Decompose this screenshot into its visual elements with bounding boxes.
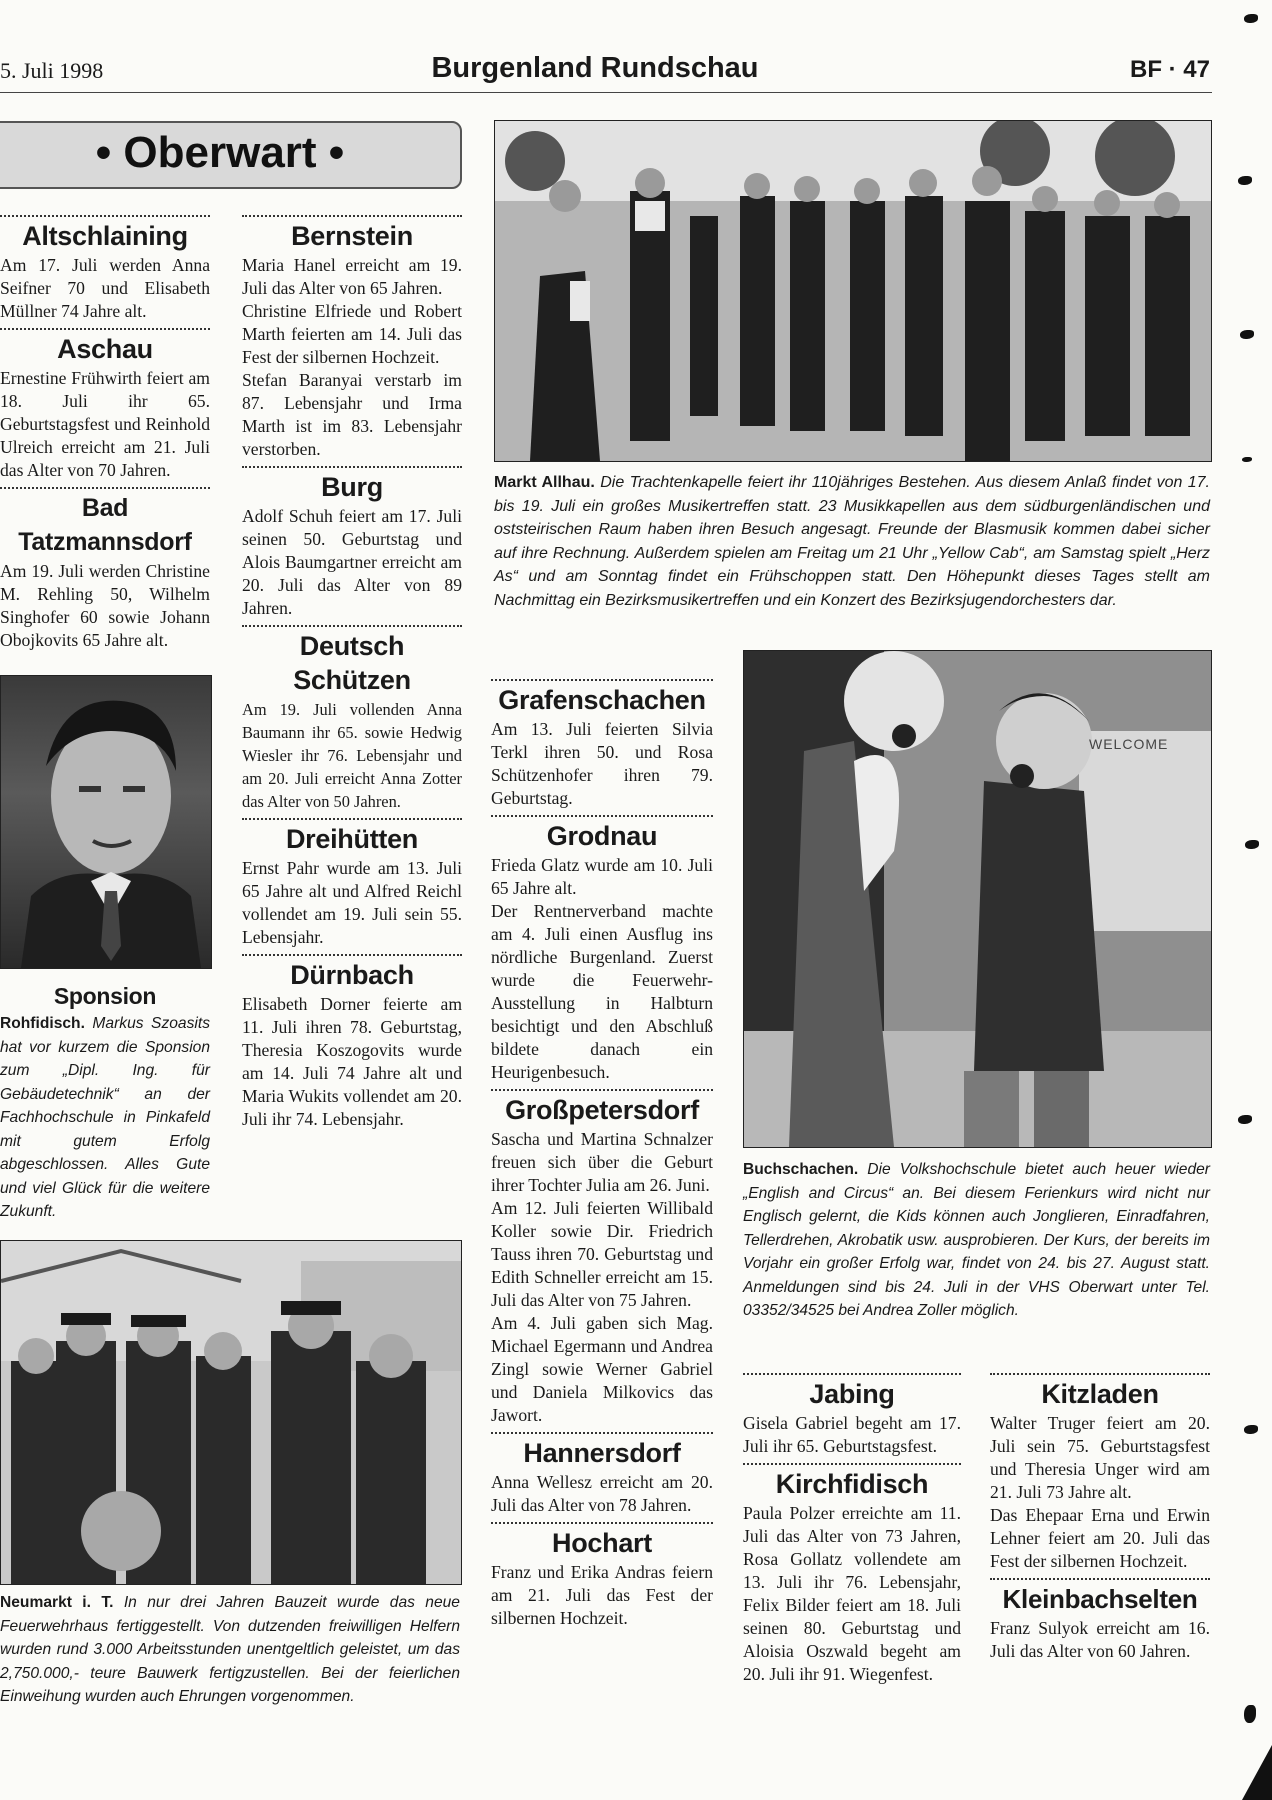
caption-sponsion	[0, 1012, 210, 1224]
newspaper-name: Burgenland Rundschau	[431, 52, 759, 84]
text-jabing: Gisela Gabriel begeht am 17. Juli ihr 65. Geburtstagsfest.	[743, 1413, 961, 1456]
binding-mark	[1238, 176, 1252, 185]
heading-grodnau: Grodnau	[546, 821, 658, 851]
text-bernstein-2: Christine Elfriede und Robert Marth feierten am 14. Juli das Fest der silbernen Hochzeit.	[242, 301, 462, 367]
band-photo	[494, 120, 1212, 462]
caption-sponsion-text: Markus Szoasits hat vor kurzem die Sponsion zum „Dipl. Ing. für Gebäudetechnik“ an der Fachhochschule in Pinkafeld mit gutem Erfolg abgeschlossen. Alles Gute und viel Glück für die weitere Zukunft.	[0, 1015, 210, 1220]
text-kirchfidisch: Paula Polzer erreichte am 11. Juli das Alter von 73 Jahren, Rosa Gollatz vollendete am 13. Juli ihr 76. Lebensjahr, Felix Bilder feiert am 18. Juli seinen 80. Geburtstag und Aloisia Oszwald begeht am 20. Juli ihr 91. Wiegenfest.	[743, 1503, 961, 1684]
binding-mark	[1242, 457, 1252, 462]
column-2	[242, 215, 462, 1131]
binding-mark	[1244, 1425, 1258, 1434]
caption-neumarkt-text: In nur drei Jahren Bauzeit wurde das neue Feuerwehrhaus fertiggestellt. Von dutzenden freiwilligen Helfern wurden rund 3.000 Arbeitsstunden unentgeltlich geleistet, um das 2,750.000,- teure Bauwerk fertigzustellen. Bei der feierlichen Einweihung wurden auch Ehrungen vorgenommen.	[0, 1594, 460, 1705]
heading-altschlaining: Altschlaining	[22, 221, 188, 251]
binding-mark	[1238, 1115, 1252, 1124]
heading-jabing: Jabing	[809, 1379, 895, 1409]
text-burg: Adolf Schuh feiert am 17. Juli seinen 50. Geburtstag und Alois Baumgartner erreicht am 20. Juli das Alter von 89 Jahren.	[242, 506, 462, 618]
heading-hannersdorf: Hannersdorf	[523, 1438, 681, 1468]
column-1	[0, 215, 210, 652]
portrait-photo	[0, 675, 212, 969]
heading-hochart: Hochart	[552, 1528, 652, 1558]
text-bernstein-3: Stefan Baranyai verstarb im 87. Lebensjahr und Irma Marth ist im 83. Lebensjahr verstorben.	[242, 370, 462, 459]
caption-buchschachen	[743, 1158, 1210, 1323]
caption-markt-allhau	[494, 471, 1210, 612]
heading-sponsion: Sponsion	[53, 983, 157, 1009]
circus-illustration	[744, 651, 1211, 1147]
issue-date: 5. Juli 1998	[0, 58, 104, 83]
text-duernbach: Elisabeth Dorner feierte am 11. Juli ihren 78. Geburtstag, Theresia Koszogovits wurde am 14. Juli 74 Jahre alt und Maria Wukits vollendet am 20. Juli ihr 74. Lebensjahr.	[242, 994, 462, 1129]
column-3	[491, 679, 713, 1630]
text-kitzladen-1: Walter Truger feiert am 20. Juli sein 75. Geburtstagsfest und Theresia Unger wird am 21. Juli 73 Jahre alt.	[990, 1413, 1210, 1502]
text-bad-tatzmannsdorf: Am 19. Juli werden Christine M. Rehling 50, Wilhelm Singhofer 60 sowie Johann Obojkovits 65 Jahre alt.	[0, 561, 210, 650]
header-rule	[0, 92, 1212, 93]
caption-neumarkt	[0, 1591, 460, 1709]
heading-duernbach: Dürnbach	[290, 960, 414, 990]
heading-deutsch-schuetzen: Deutsch Schützen	[293, 631, 411, 695]
portrait-illustration	[1, 676, 211, 968]
heading-grosspetersdorf: Großpetersdorf	[505, 1095, 699, 1125]
page-corner	[1242, 1745, 1272, 1800]
heading-bad-tatzmannsdorf: Bad Tatzmannsdorf	[18, 494, 192, 556]
caption-markt-allhau-lead: Markt Allhau.	[494, 474, 595, 491]
text-grodnau-1: Frieda Glatz wurde am 10. Juli 65 Jahre alt.	[491, 855, 713, 898]
binding-mark	[1244, 1705, 1256, 1723]
text-grafenschachen: Am 13. Juli feierten Silvia Terkl ihren 50. und Rosa Schützenhofer ihren 79. Geburtstag.	[491, 719, 713, 808]
text-kleinbachselten: Franz Sulyok erreicht am 16. Juli das Alter von 60 Jahren.	[990, 1618, 1210, 1661]
heading-grafenschachen: Grafenschachen	[498, 685, 706, 715]
text-bernstein-1: Maria Hanel erreicht am 19. Juli das Alter von 65 Jahren.	[242, 255, 462, 298]
heading-kleinbachselten: Kleinbachselten	[1002, 1584, 1198, 1614]
text-aschau: Ernestine Frühwirth feiert am 18. Juli ihr 65. Geburtstagsfest und Reinhold Ulreich erreicht am 21. Juli das Alter von 70 Jahren.	[0, 368, 210, 480]
heading-burg: Burg	[321, 472, 383, 502]
text-hochart: Franz und Erika Andras feiern am 21. Juli das Fest der silbernen Hochzeit.	[491, 1562, 713, 1628]
text-dreihuetten: Ernst Pahr wurde am 13. Juli 65 Jahre alt und Alfred Reichl vollendet am 19. Juli sein 55. Lebensjahr.	[242, 858, 462, 947]
text-kitzladen-2: Das Ehepaar Erna und Erwin Lehner feiert am 20. Juli das Fest der silbernen Hochzeit.	[990, 1505, 1210, 1571]
section-title: • Oberwart •	[95, 128, 345, 177]
fire-brigade-illustration	[1, 1241, 461, 1584]
text-grosspetersdorf-3: Am 4. Juli gaben sich Mag. Michael Egermann und Andrea Zingl sowie Werner Gabriel und Daniela Milkovics das Jawort.	[491, 1313, 713, 1425]
page-number: BF · 47	[1129, 56, 1210, 83]
column-5	[990, 1373, 1210, 1663]
text-grodnau-2: Der Rentnerverband machte am 4. Juli einen Ausflug ins nördliche Burgenland. Zuerst wurde die Feuerwehr-Ausstellung in Halbturn besichtigt und den Abschluß bildete danach ein Heurigenbesuch.	[491, 901, 713, 1082]
band-illustration	[495, 121, 1211, 461]
binding-mark	[1240, 330, 1254, 339]
caption-markt-allhau-text: Die Trachtenkapelle feiert ihr 110jähriges Bestehen. Aus diesem Anlaß findet von 17. bis 19. Juli ein großes Musikertreffen statt. 23 Musikkapellen aus dem südburgenländischen und oststeirischen Raum haben ihren Besuch angesagt. Freunde der Blasmusik kommen dabei sicher auf ihre Rechnung. Außerdem spielen am Freitag um 21 Uhr „Yellow Cab“, am Samstag spielt „Herz As“ und am Sonntag findet ein Frühschoppen statt. Den Höhepunkt dieses Tages stellt am Nachmittag ein Bezirksmusikertreffen und ein Konzert des Bezirksjugendorchesters dar.	[494, 474, 1210, 609]
text-hannersdorf: Anna Wellesz erreicht am 20. Juli das Alter von 78 Jahren.	[491, 1472, 713, 1515]
caption-buchschachen-text: Die Volkshochschule bietet auch heuer wieder „English and Circus“ an. Bei diesem Ferienkurs wird nicht nur Englisch gelernt, die Kids können auch Jonglieren, Einradfahren, Tellerdrehen, Akrobatik usw. ausprobieren. Der Kurs, der bereits im Vorjahr ein großer Erfolg war, findet von 24. bis 27. August statt. Anmeldungen sind bis 24. Juli in der VHS Oberwart unter Tel. 03352/34525 bei Andrea Zoller möglich.	[743, 1161, 1210, 1319]
binding-mark	[1245, 840, 1259, 849]
heading-dreihuetten: Dreihütten	[285, 824, 418, 854]
heading-kirchfidisch: Kirchfidisch	[775, 1469, 929, 1499]
circus-photo	[743, 650, 1212, 1148]
heading-aschau: Aschau	[57, 334, 153, 364]
caption-buchschachen-lead: Buchschachen.	[743, 1161, 859, 1178]
column-4	[743, 1373, 961, 1686]
text-grosspetersdorf-2: Am 12. Juli feierten Willibald Koller sowie Dir. Friedrich Tauss ihren 70. Geburtstag und Edith Schneller erreicht am 15. Juli das Alter von 75 Jahren.	[491, 1198, 713, 1310]
text-altschlaining: Am 17. Juli werden Anna Seifner 70 und Elisabeth Müllner 74 Jahre alt.	[0, 255, 210, 321]
binding-mark	[1244, 14, 1258, 23]
caption-neumarkt-lead: Neumarkt i. T.	[0, 1594, 114, 1611]
text-grosspetersdorf-1: Sascha und Martina Schnalzer freuen sich über die Geburt ihrer Tochter Julia am 26. Juni.	[491, 1129, 713, 1195]
fire-brigade-photo	[0, 1240, 462, 1585]
text-deutsch-schuetzen: Am 19. Juli vollenden Anna Baumann ihr 65. sowie Hedwig Wiesler ihr 76. Lebensjahr und am 20. Juli erreicht Anna Zotter das Alter von 50 Jahren.	[242, 700, 462, 811]
heading-kitzladen: Kitzladen	[1041, 1379, 1159, 1409]
heading-bernstein: Bernstein	[291, 221, 413, 251]
caption-sponsion-lead: Rohfidisch.	[0, 1015, 85, 1032]
welcome-sign: WELCOME	[1089, 736, 1169, 752]
